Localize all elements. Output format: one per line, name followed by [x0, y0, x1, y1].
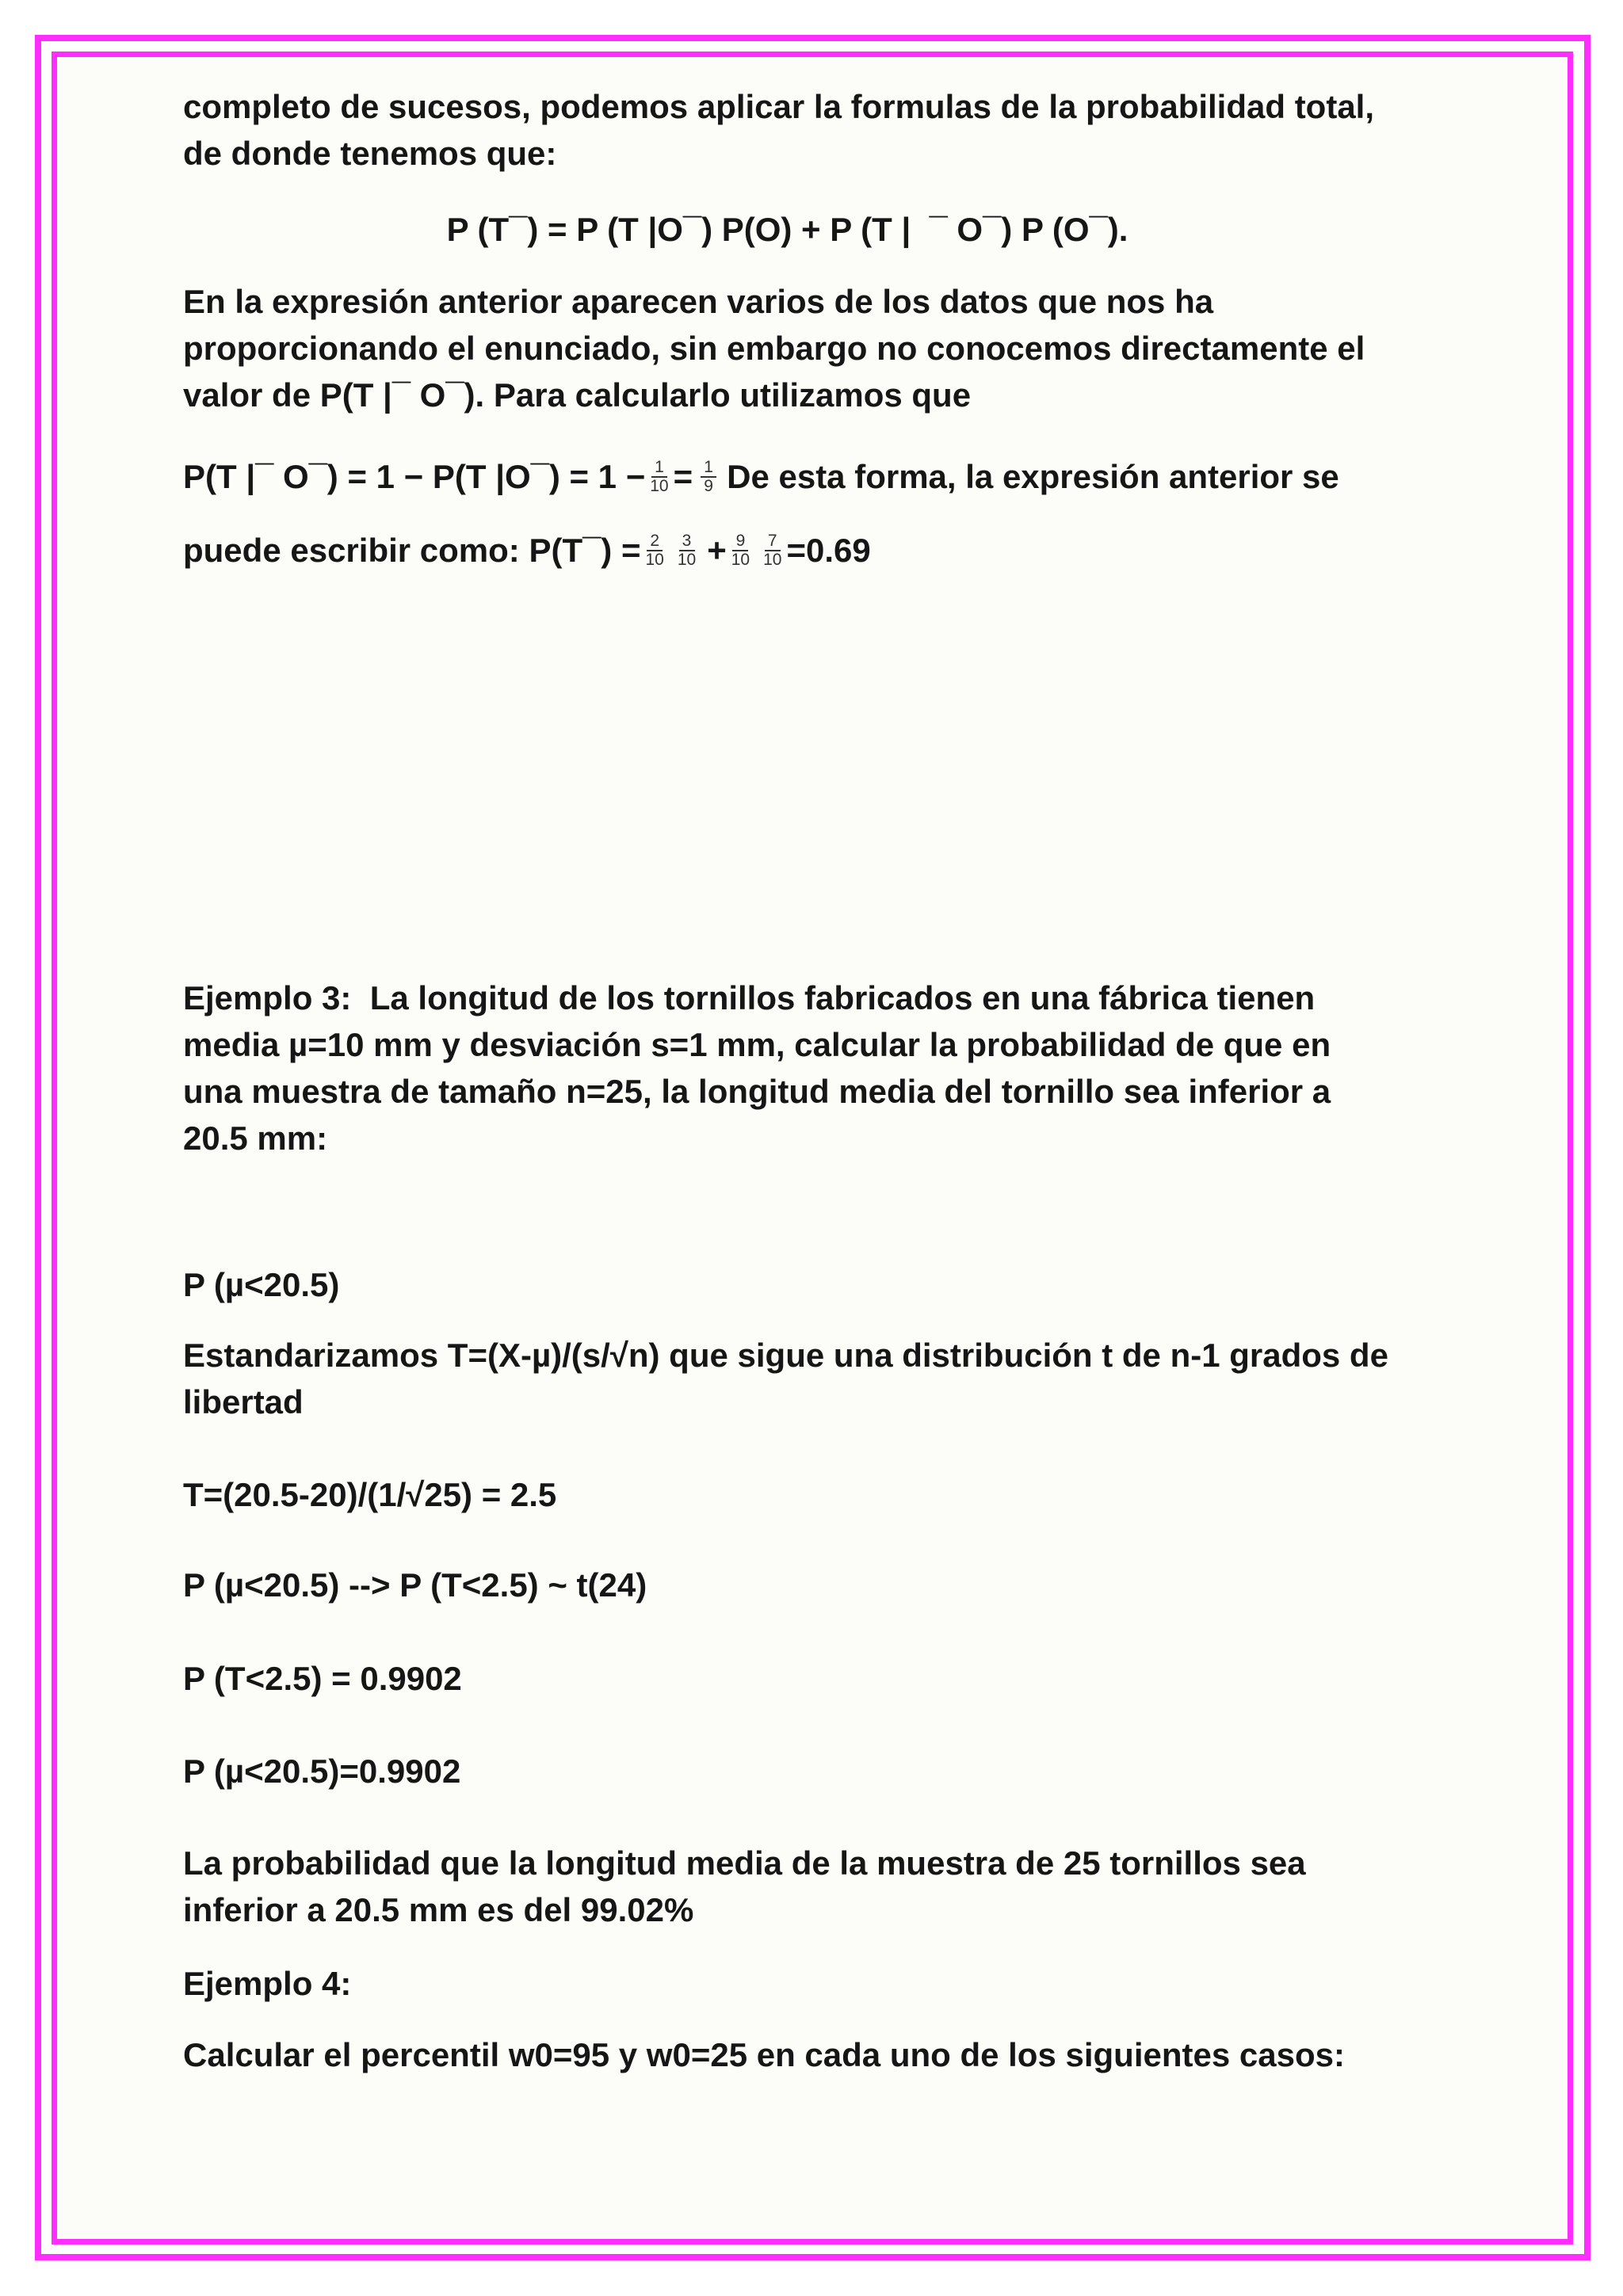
fraction-denominator: 10: [650, 477, 669, 495]
fraction-denominator: 9: [704, 477, 713, 495]
fraction: [647, 459, 670, 495]
result-value: =0.69: [786, 532, 871, 569]
fraction-numerator: 3: [679, 532, 695, 551]
probability-statement: P (µ<20.5): [183, 1266, 340, 1303]
explanation-line: proporcionando el enunciado, sin embargo no conocemos directamente el: [183, 330, 1365, 367]
result-line: [183, 531, 871, 570]
standardization-line: Estandarizamos T=(X-µ)/(s/√n) que sigue una distribución t de n-1 grados de: [183, 1337, 1388, 1374]
intro-line: completo de sucesos, podemos aplicar la formulas de la probabilidad total,: [183, 88, 1375, 125]
equals-sign: =: [673, 458, 693, 495]
fraction-denominator: 10: [677, 551, 697, 569]
complement-calculation-line: [183, 457, 1339, 497]
fraction-numerator: 1: [701, 459, 716, 478]
fraction: [675, 532, 698, 569]
example-3-problem-line: una muestra de tamaño n=25, la longitud media del tornillo sea inferior a: [183, 1073, 1331, 1110]
fraction-numerator: 9: [732, 532, 748, 551]
distribution-statement: P (µ<20.5) --> P (T<2.5) ~ t(24): [183, 1566, 647, 1604]
example-4-task: Calcular el percentil w0=95 y w0=25 en cada uno de los siguientes casos:: [183, 2036, 1345, 2073]
mu-probability-result: P (µ<20.5)=0.9902: [183, 1753, 461, 1790]
t-statistic-calculation: T=(20.5-20)/(1/√25) = 2.5: [183, 1476, 557, 1513]
example-3-problem-line: 20.5 mm:: [183, 1119, 328, 1157]
total-probability-formula: P (T¯) = P (T |O¯) P(O) + P (T | ¯ O¯) P (O¯).: [446, 211, 1128, 248]
example-3-problem-line: Ejemplo 3: La longitud de los tornillos fabricados en una fábrica tienen: [183, 979, 1316, 1016]
standardization-line: libertad: [183, 1383, 304, 1421]
fraction-denominator: 10: [763, 551, 782, 569]
intro-line: de donde tenemos que:: [183, 135, 557, 172]
conclusion-line: inferior a 20.5 mm es del 99.02%: [183, 1891, 694, 1928]
fraction: [761, 532, 784, 569]
explanation-line: valor de P(T |¯ O¯). Para calcularlo utilizamos que: [183, 376, 972, 414]
fraction-numerator: 1: [651, 459, 667, 478]
explanation-line: En la expresión anterior aparecen varios de los datos que nos ha: [183, 283, 1214, 320]
t-probability-value: P (T<2.5) = 0.9902: [183, 1660, 462, 1697]
result-prefix: puede escribir como: P(T¯) =: [183, 532, 641, 569]
fraction-denominator: 10: [645, 551, 664, 569]
fraction: [701, 459, 716, 495]
fraction-denominator: 10: [731, 551, 750, 569]
complement-suffix: De esta forma, la expresión anterior se: [727, 458, 1339, 495]
plus-sign: +: [707, 532, 727, 569]
fraction-numerator: 7: [765, 532, 781, 551]
complement-prefix: P(T |¯ O¯) = 1 − P(T |O¯) = 1 −: [183, 458, 646, 495]
example-4-heading: Ejemplo 4:: [183, 1965, 352, 2002]
example-3-problem-line: media µ=10 mm y desviación s=1 mm, calcular la probabilidad de que en: [183, 1026, 1331, 1063]
fraction: [729, 532, 752, 569]
fraction-numerator: 2: [647, 532, 663, 551]
conclusion-line: La probabilidad que la longitud media de la muestra de 25 tornillos sea: [183, 1844, 1306, 1882]
fraction: [643, 532, 666, 569]
